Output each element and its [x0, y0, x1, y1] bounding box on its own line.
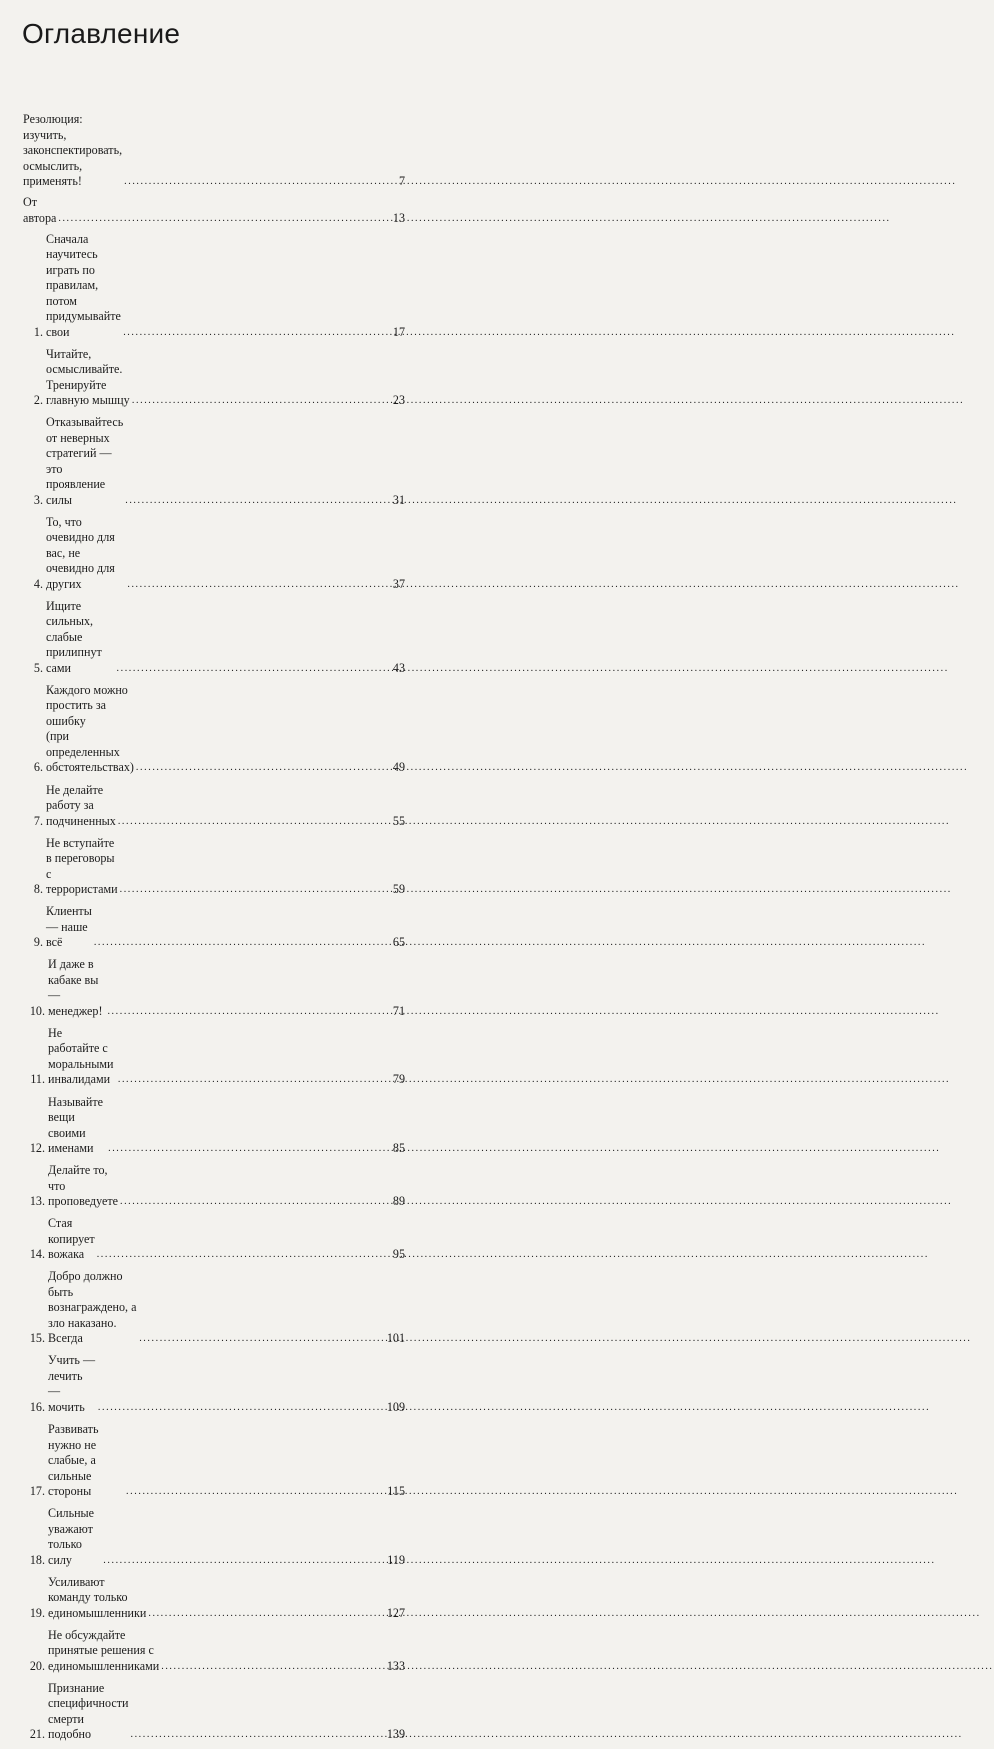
toc-entry-title	[45, 1269, 137, 1347]
toc-entry-page: 85	[392, 1141, 405, 1156]
toc-dot-leader	[94, 935, 386, 951]
toc-entry-title	[45, 1095, 106, 1157]
toc-dot-leader	[130, 1727, 383, 1743]
toc-entry[interactable]	[23, 515, 405, 593]
toc-entry-page: 115	[387, 1484, 405, 1498]
toc-dot-leader	[58, 211, 386, 227]
toc-dot-leader	[124, 174, 386, 190]
toc-entry-title-line: проявление силы	[46, 477, 106, 507]
toc-entry-title-line: Резолюция: изучить, законспектировать, осмыслить,	[23, 112, 123, 173]
toc-entry-title-line: Добро должно быть вознаграждено, а зло наказано. Всегда	[48, 1269, 137, 1346]
toc-entry-title	[43, 904, 92, 951]
toc-entry-page: 31	[392, 492, 405, 507]
toc-dot-leader	[125, 493, 386, 509]
toc-entry-title	[45, 1628, 159, 1675]
toc-entry-title-line: Развивать нужно не слабые, а сильные стороны	[48, 1422, 99, 1498]
toc-entry[interactable]	[23, 1628, 405, 1675]
toc-entry[interactable]	[23, 1163, 405, 1210]
toc-entry[interactable]	[23, 1026, 405, 1088]
toc-entry-number: 6.	[33, 760, 43, 775]
toc-dot-leader	[132, 393, 386, 409]
toc-entry-number: 18.	[29, 1552, 45, 1567]
toc-entry[interactable]	[23, 1269, 405, 1347]
toc-dot-leader	[108, 1141, 386, 1157]
toc-dot-leader	[126, 1484, 384, 1500]
toc-entry-number: 3.	[33, 492, 43, 507]
toc-dot-leader	[127, 577, 386, 593]
toc-entry-title-line: Не обсуждайте принятые решения с единомышленниками	[48, 1627, 160, 1673]
toc-entry[interactable]	[23, 599, 405, 677]
toc-entry-title-line: Не вступайте в переговоры с террористами	[46, 835, 118, 897]
toc-entry[interactable]	[23, 1353, 405, 1415]
toc-entry[interactable]	[23, 1575, 405, 1622]
toc-entry-page: 89	[392, 1194, 405, 1209]
toc-entry-title-line: Признание специфичности смерти подобно	[48, 1680, 129, 1742]
toc-entry[interactable]	[23, 1422, 405, 1500]
toc-dot-leader	[136, 760, 386, 776]
toc-dot-leader	[161, 1659, 384, 1675]
toc-entry-title	[23, 112, 122, 190]
table-of-contents	[23, 112, 405, 1749]
toc-entry-page: 55	[392, 813, 405, 828]
toc-entry[interactable]	[23, 904, 405, 951]
toc-entry-page: 59	[392, 882, 405, 897]
toc-dot-leader	[123, 325, 386, 341]
page-title: Оглавление	[22, 18, 181, 49]
toc-entry[interactable]	[23, 347, 405, 409]
toc-entry[interactable]	[23, 683, 405, 776]
toc-entry-title-line: Делайте то, что проповедуете	[48, 1163, 118, 1209]
toc-entry-number: 14.	[29, 1247, 45, 1262]
toc-entry-page: 13	[392, 210, 405, 225]
toc-entry-title-line: Каждого можно простить за ошибку	[46, 682, 128, 728]
toc-entry-page: 101	[386, 1331, 405, 1346]
toc-entry-title-line: Не делайте работу за подчиненных	[46, 782, 116, 828]
toc-dot-leader	[120, 1194, 386, 1210]
toc-page	[0, 0, 423, 1742]
toc-entry-page: 7	[398, 174, 405, 188]
toc-entry-page: 65	[392, 935, 405, 950]
toc-entry-title	[43, 783, 116, 830]
toc-entry-page: 139	[386, 1727, 405, 1742]
toc-entry-title-line: То, что очевидно для вас, не очевидно для других	[46, 514, 115, 591]
toc-entry-title	[43, 599, 115, 677]
toc-entry-number: 8.	[33, 882, 43, 897]
toc-entry-number: 17.	[29, 1484, 45, 1498]
toc-entry-title	[45, 1026, 116, 1088]
toc-entry-title	[45, 1216, 95, 1263]
toc-entry-title	[43, 415, 123, 508]
toc-entry-title-line: И даже в кабаке вы — менеджер!	[48, 957, 103, 1018]
toc-entry-page: 79	[392, 1072, 405, 1087]
toc-entry[interactable]	[23, 957, 405, 1019]
toc-entry-title	[45, 957, 105, 1019]
toc-entry-number: 2.	[33, 393, 43, 408]
toc-entry-number: 21.	[29, 1727, 45, 1742]
toc-entry-title	[45, 1422, 124, 1500]
toc-entry-title-line: придумывайте свои	[46, 309, 121, 339]
toc-dot-leader	[97, 1247, 386, 1263]
toc-entry-title-line: Ищите сильных, слабые прилипнут сами	[46, 598, 102, 675]
toc-entry-title	[43, 683, 134, 776]
toc-entry-title-line: Сначала научитесь играть по правилам, потом	[46, 231, 99, 308]
toc-dot-leader	[139, 1331, 384, 1347]
toc-entry-page: 43	[392, 660, 405, 675]
toc-dot-leader	[117, 661, 387, 677]
toc-entry[interactable]	[23, 836, 405, 898]
toc-entry[interactable]	[23, 1681, 405, 1743]
toc-entry-page: 133	[386, 1658, 405, 1673]
toc-entry-number: 7.	[33, 813, 43, 828]
toc-entry-number: 4.	[33, 576, 43, 591]
toc-entry-title-line: применять!	[23, 174, 82, 188]
toc-entry-title-line: Учить — лечить — мочить	[48, 1353, 96, 1414]
toc-entry-number: 16.	[29, 1399, 45, 1414]
toc-entry-title-line: Клиенты — наше всё	[46, 904, 92, 950]
toc-entry[interactable]	[23, 1216, 405, 1263]
toc-dot-leader	[148, 1606, 383, 1622]
toc-entry-title-line: Называйте вещи своими именами	[48, 1094, 104, 1156]
toc-entry-number: 5.	[33, 660, 43, 675]
toc-entry-title	[45, 1163, 118, 1210]
toc-entry-title-line: Сильные уважают только силу	[48, 1506, 95, 1567]
toc-entry-page: 37	[392, 576, 405, 591]
toc-entry-page: 49	[392, 760, 405, 775]
toc-dot-leader	[98, 1400, 384, 1416]
toc-entry-page: 127	[386, 1605, 405, 1620]
toc-dot-leader	[118, 1072, 386, 1088]
toc-entry[interactable]	[23, 783, 405, 830]
toc-entry-title	[45, 1506, 101, 1568]
toc-dot-leader	[103, 1553, 384, 1569]
toc-entry-page: 95	[392, 1247, 405, 1262]
toc-entry[interactable]	[23, 415, 405, 508]
toc-entry-title	[45, 1681, 128, 1743]
toc-entry-page: 23	[392, 393, 405, 408]
toc-entry-number: 1.	[33, 324, 43, 339]
toc-entry-title	[45, 1353, 96, 1415]
toc-entry-number: 12.	[29, 1141, 45, 1156]
toc-dot-leader	[107, 1004, 386, 1020]
toc-entry-page: 119	[387, 1552, 405, 1567]
toc-entry-title	[43, 515, 125, 593]
toc-entry[interactable]	[23, 1095, 405, 1157]
toc-entry-number: 19.	[29, 1605, 45, 1620]
toc-entry-title-line: Усиливают команду только единомышленники	[48, 1574, 147, 1620]
toc-entry-page: 71	[392, 1003, 405, 1018]
toc-entry-title-line: Отказывайтесь от неверных стратегий — это	[46, 415, 124, 476]
toc-entry[interactable]	[23, 1506, 405, 1568]
toc-dot-leader	[118, 814, 386, 830]
toc-entry-title-line: (при определенных обстоятельствах)	[46, 729, 134, 775]
toc-entry-number: 20.	[29, 1658, 45, 1673]
toc-entry-number: 9.	[33, 935, 43, 950]
toc-entry[interactable]	[23, 112, 405, 190]
toc-entry-title	[43, 232, 121, 341]
toc-entry-title	[43, 347, 130, 409]
toc-entry-page: 109	[386, 1399, 405, 1414]
toc-entry-number: 10.	[29, 1003, 45, 1018]
toc-entry[interactable]	[23, 195, 405, 226]
toc-entry-number: 13.	[29, 1194, 45, 1209]
toc-entry-page: 17	[392, 324, 405, 339]
toc-entry-title	[23, 195, 56, 226]
toc-entry-title	[45, 1575, 146, 1622]
toc-entry-number: 15.	[29, 1331, 45, 1346]
toc-entry-title-line: Не работайте с моральными инвалидами	[48, 1025, 114, 1087]
toc-entry-title-line: Стая копирует вожака	[48, 1216, 95, 1262]
toc-entry-title-line: От автора	[23, 195, 57, 225]
toc-dot-leader	[120, 882, 386, 898]
toc-entry-number: 11.	[30, 1072, 45, 1087]
toc-entry-title-line: Читайте, осмысливайте. Тренируйте главную мышцу	[46, 346, 130, 408]
toc-entry[interactable]	[23, 232, 405, 341]
toc-entry-title	[43, 836, 118, 898]
